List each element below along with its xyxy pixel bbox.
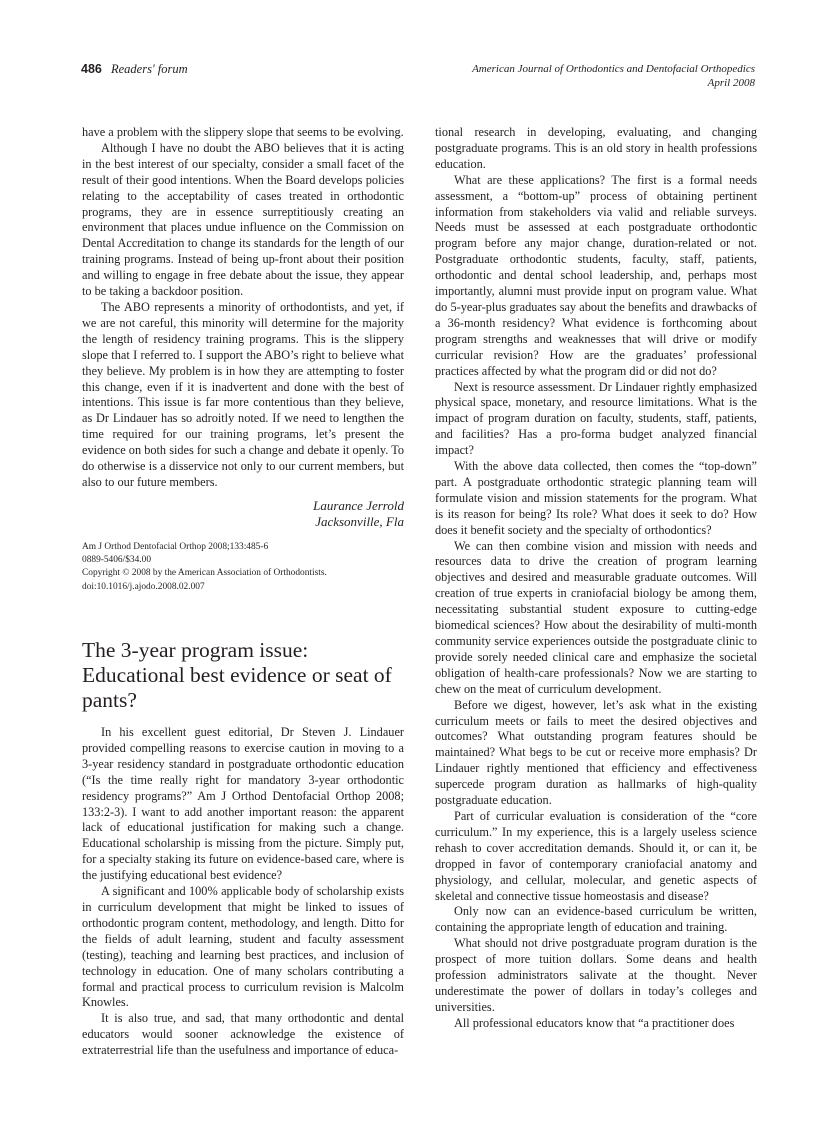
citation-block [82, 541, 404, 594]
issue-date: April 2008 [707, 77, 755, 89]
journal-name: American Journal of Orthodontics and Dentofacial Orthopedics [472, 63, 755, 75]
paragraph: Although I have no doubt the ABO believes that it is acting in the best interest of our specialty, consider a small facet of the result of their good intentions. When the Board develops policies relating to the acceptability of cases treated in orthodontic programs, they are in essence surreptitiously creating an environment that places undue influence on the Commission on Dental Accreditation to change its standards for the length of our training programs. Instead of being up-front about their position and willing to engage in free debate about the issue, they appear to be taking a backdoor position. [82, 140, 404, 299]
citation-copyright: Copyright © 2008 by the American Association of Orthodontists. [82, 568, 327, 579]
citation-reference: Am J Orthod Dentofacial Orthop 2008;133:485-6 [82, 541, 269, 552]
paragraph: With the above data collected, then comes the “top-down” part. A postgraduate orthodontic strategic planning team will formulate vision and mission statements for the program. What is its reason for being? Its role? What does it seek to do? How does it benefit society and the specialty of orthodontics? [435, 459, 757, 537]
author-location: Jacksonville, Fla [315, 514, 404, 530]
citation-doi: doi:10.1016/j.ajodo.2008.02.007 [82, 581, 205, 592]
paragraph: What are these applications? The first is a formal needs assessment, a “bottom-up” process of obtaining pertinent information from stakeholders via valid and reliable surveys. Needs must be assessed at each postgraduate orthodontic program before any major change, duration-related or not. Postgraduate orthodontic students, faculty, staff, patients, orthodontic and dental school leadership, and, perhaps most importantly, alumni must provide input on program value. What do 5-year-plus graduates say about the benefits and drawbacks of a 36-month residency? What evidence is forthcoming about program strengths and weaknesses that will drive or modify curricular revision? How are the graduates’ professional practices affected by what the program did or did not do? [435, 172, 757, 378]
paragraph: The ABO represents a minority of orthodontists, and yet, if we are not careful, this minority will determine for the majority the length of residency training programs. This is the slippery slope that I referred to. I support the ABO’s right to believe what they believe. My problem is in how they are attempting to foster this change, even if it is inadvertent and done with the best of intentions. This issue is far more contentious than they believe, as Dr Lindauer has so adroitly noted. If we need to lengthen the time required for our training programs, let’s present the evidence on both sides for such a change and debate it openly. To do otherwise is a disservice not only to our current members, but also to our future members. [82, 299, 404, 489]
paragraph: What should not drive postgraduate program duration is the prospect of more tuition dollars. Some deans and health profession administrators salivate at the thought. Never underestimate the power of dollars in today’s colleges and universities. [435, 936, 757, 1014]
right-column [435, 125, 757, 1032]
paragraph: We can then combine vision and mission with needs and resources data to drive the creation of program learning objectives and desired and measurable graduate outcomes. Will creation of true experts in craniofacial biology be among them, necessitating substantial student exposure to cutting-edge biomedical sciences? How about the desirability of multi-month community service experiences outside the postgraduate clinic to provide sorely needed clinical care and emphasize the societal obligation of health-care professionals? Now we are starting to chew on the meat of curriculum development. [435, 538, 757, 696]
running-header-left [81, 62, 188, 77]
paragraph: Part of curricular evaluation is consideration of the “core curriculum.” In my experience, this is a largely useless science rehash to cover accreditation demands. Should it, or can it, be dropped in favor of contemporary craniofacial anatomy and physiology, and cellular, molecular, and genetic aspects of skeletal and connective tissue homeostasis and disease? [435, 808, 757, 903]
letter-signature [82, 498, 404, 531]
paragraph: have a problem with the slippery slope that seems to be evolving. [82, 125, 404, 139]
citation-price: 0889-5406/$34.00 [82, 555, 152, 566]
paragraph: It is also true, and sad, that many orthodontic and dental educators would sooner acknowledge the existence of extraterrestrial life than the usefulness and importance of educa- [82, 1011, 404, 1058]
section-name: Readers' forum [110, 62, 188, 76]
paragraph: Only now can an evidence-based curriculum be written, containing the appropriate length of education and training. [435, 904, 757, 935]
paragraph: tional research in developing, evaluating, and changing postgraduate programs. This is an old story in health professions education. [435, 125, 757, 171]
paragraph: All professional educators know that “a practitioner does [454, 1015, 735, 1030]
paragraph: Before we digest, however, let’s ask what in the existing curriculum meets or fails to meet the desired objectives and outcomes? What outstanding program features should be maintained? What begs to be cut or receive more emphasis? Dr Lindauer rightly mentioned that efficiency and effectiveness supercede program duration as hallmarks of high-quality postgraduate education. [435, 697, 757, 808]
running-header-right [472, 62, 755, 90]
page-number: 486 [81, 62, 102, 76]
paragraph: In his excellent guest editorial, Dr Steven J. Lindauer provided compelling reasons to exercise caution in moving to a 3-year residency standard in postgraduate orthodontic education (“Is the time really right for mandatory 3-year orthodontic residency programs?” Am J Orthod Dentofacial Orthop 2008; 133:2-3). I want to add another important reason: the apparent lack of educational justification for making such a change. Educational scholarship is missing from the picture. Simply put, for a specialty staking its future on evidence-based care, where is the justifying educational best evidence? [82, 725, 404, 883]
paragraph: A significant and 100% applicable body of scholarship exists in curriculum development that might be linked to issues of orthodontic program content, methodology, and length. Ditto for the fields of adult learning, student and faculty assessment (testing), teaching and learning best practices, and inclusion of technology in education. One of many scholars contributing a formal and practical process to curriculum revision is Malcolm Knowles. [82, 884, 404, 1010]
article-title: The 3-year program issue: Educational best evidence or seat of pants? [82, 638, 392, 713]
author-name: Laurance Jerrold [313, 497, 404, 513]
paragraph: Next is resource assessment. Dr Lindauer rightly emphasized physical space, monetary, and resource limitations. What is the impact of program duration on faculty, students, staff, patients, and facilities? Has a pro-forma budget analyzed financial impact? [435, 379, 757, 458]
left-column [82, 125, 404, 1059]
